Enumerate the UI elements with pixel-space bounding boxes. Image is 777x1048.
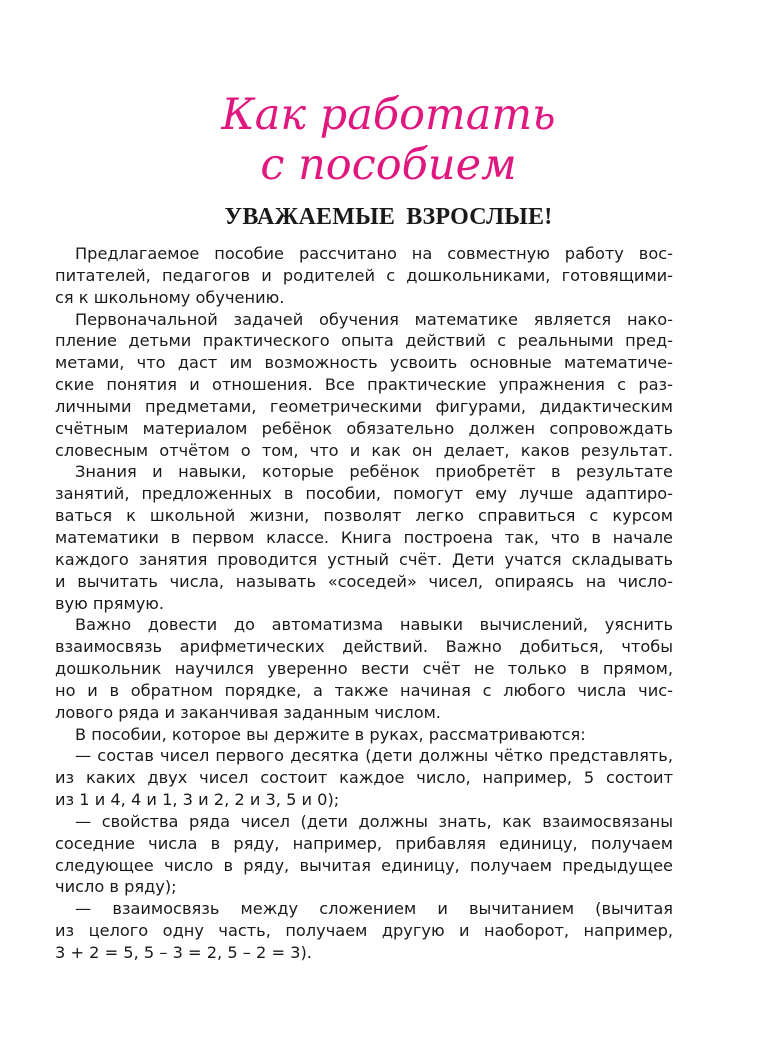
text-line: но и в обратном порядке, а также начиная с любого числа чис-	[55, 680, 673, 700]
text-line: ся к школьному обучению.	[55, 287, 285, 307]
text-line: из 1 и 4, 4 и 1, 3 и 2, 2 и 3, 5 и 0);	[55, 790, 340, 810]
text-line: взаимосвязь арифметических действий. Важно добиться, чтобы	[55, 637, 673, 657]
text-line: Первоначальной задачей обучения математике является нако-	[75, 309, 673, 329]
text-line: Знания и навыки, которые ребёнок приобретёт в результате	[75, 462, 673, 482]
text-line: — свойства ряда чисел (дети должны знать, как взаимосвязаны	[75, 811, 673, 831]
page-title-line-2: с пособием	[260, 140, 517, 190]
section-heading: УВАЖАЕМЫЕ ВЗРОСЛЫЕ!	[224, 204, 553, 230]
text-line: математики в первом классе. Книга построена так, что в начале	[55, 527, 673, 547]
text-line: занятий, предложенных в пособии, помогут ему лучше адаптиро-	[55, 484, 673, 504]
text-line: словесным отчётом о том, что и как он делает, каков результат.	[55, 440, 673, 460]
text-line: Предлагаемое пособие рассчитано на совместную работу вос-	[75, 244, 673, 263]
text-line: лового ряда и заканчивая заданным числом.	[55, 702, 441, 722]
text-line: — состав чисел первого десятка (дети должны чётко представлять,	[75, 746, 673, 766]
text-line: ские понятия и отношения. Все практические упражнения с раз-	[55, 375, 673, 395]
text-line: каждого занятия проводится устный счёт. Дети учатся складывать	[55, 549, 673, 569]
text-line: В пособии, которое вы держите в руках, рассматриваются:	[75, 724, 586, 744]
text-line: дошкольник научился уверенно вести счёт не только в прямом,	[55, 659, 673, 679]
body-text	[55, 243, 673, 964]
text-line: и вычитать числа, называть «соседей» чисел, опираясь на число-	[55, 571, 673, 591]
text-line: из целого одну часть, получаем другую и наоборот, например,	[55, 921, 673, 941]
text-line: 3 + 2 = 5, 5 – 3 = 2, 5 – 2 = 3).	[55, 943, 312, 962]
page-title-line-1: Как работать	[221, 90, 556, 140]
text-line: Важно довести до автоматизма навыки вычислений, уяснить	[75, 615, 673, 635]
text-line: из каких двух чисел состоит каждое число, например, 5 состоит	[55, 768, 673, 788]
text-line: метами, что даст им возможность усвоить основные математиче-	[55, 353, 673, 373]
text-line: число в ряду);	[55, 877, 177, 897]
text-line: пление детьми практического опыта действий с реальными пред-	[55, 331, 673, 351]
text-line: ваться к школьной жизни, позволят легко справиться с курсом	[55, 506, 673, 526]
text-line: вую прямую.	[55, 593, 165, 613]
text-line: соседние числа в ряду, например, прибавляя единицу, получаем	[55, 833, 673, 853]
text-line: счётным материалом ребёнок обязательно должен сопровождать	[55, 418, 673, 438]
text-line: личными предметами, геометрическими фигурами, дидактическим	[55, 396, 673, 416]
text-line: питателей, педагогов и родителей с дошкольниками, готовящими-	[55, 265, 673, 285]
text-line: — взаимосвязь между сложением и вычитанием (вычитая	[75, 899, 673, 919]
text-line: следующее число в ряду, вычитая единицу, получаем предыдущее	[55, 855, 673, 875]
